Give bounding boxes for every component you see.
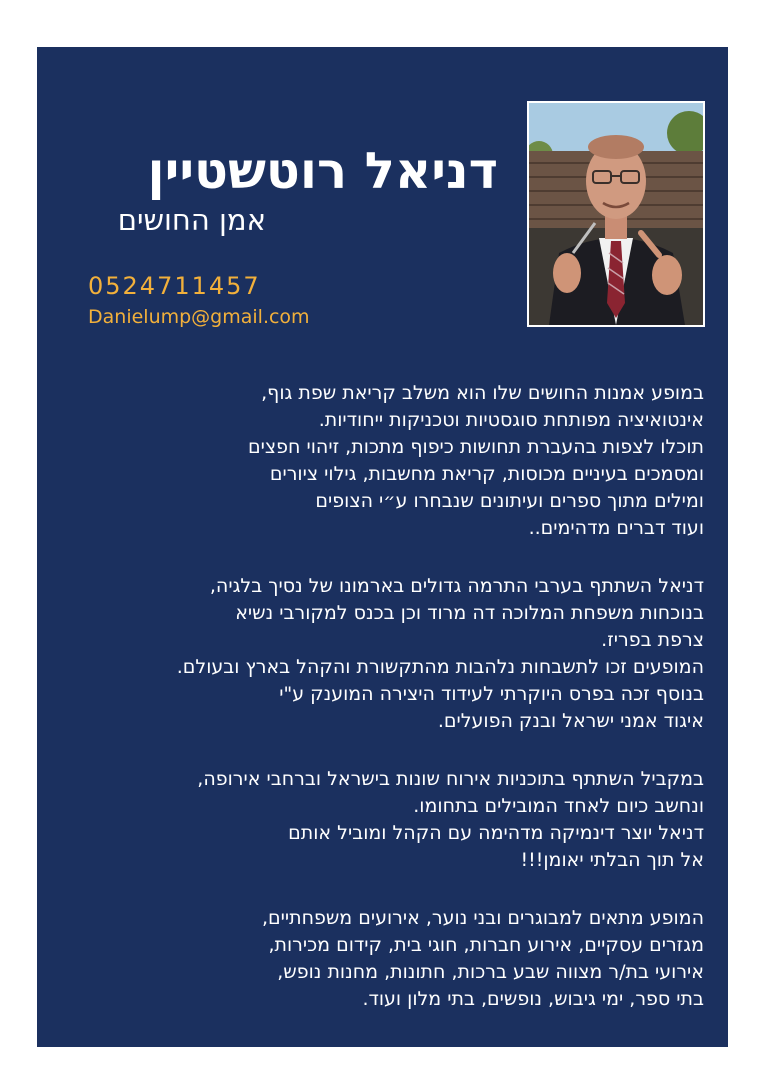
performer-title: אמן החושים: [117, 203, 266, 237]
text-line: המופעים זכו לתשבחות נלהבות מהתקשורת והקהל בארץ ובעולם.: [176, 656, 704, 678]
email-address[interactable]: Danielump@gmail.com: [88, 306, 310, 328]
text-line: ועוד דברים מדהימים..: [528, 517, 704, 539]
portrait-photo: [527, 101, 705, 327]
paragraph-intro: [54, 380, 704, 542]
text-line: ומסמכים בעיניים מכוסות, קריאת מחשבות, גילוי ציורים: [269, 463, 704, 485]
text-line: אירועי בת/ר מצווה שבע ברכות, חתונות, מחנות נופש,: [277, 961, 704, 983]
text-line: אל תוך הבלתי יאומן!!!: [520, 849, 704, 871]
text-line: בנוכחות משפחת המלוכה דה מרוד וכן בכנס למקורבי נשיא: [235, 602, 704, 624]
text-line: מגזרים עסקיים, אירוע חברות, חוגי בית, קידום מכירות,: [268, 934, 704, 956]
performer-name: דניאל רוטשטיין: [147, 142, 498, 200]
description-text: [54, 380, 704, 1044]
phone-number[interactable]: 0524711457: [88, 272, 261, 300]
paragraph-tv: [54, 766, 704, 874]
text-line: המופע מתאים למבוגרים ובני נוער, אירועים משפחתיים,: [261, 907, 704, 929]
text-line: במופע אמנות החושים שלו הוא משלב קריאת שפת גוף,: [261, 382, 704, 404]
text-line: דניאל יוצר דינמיקה מדהימה עם הקהל ומוביל אותם: [288, 822, 704, 844]
text-line: ומילים מתוך ספרים ועיתונים שנבחרו ע״י הצופים: [315, 490, 704, 512]
text-line: תוכלו לצפות בהעברת תחושות כיפוף מתכות, זיהוי חפצים: [248, 436, 704, 458]
text-line: בנוסף זכה בפרס היוקרתי לעידוד היצירה המוענק ע"י: [279, 683, 704, 705]
text-line: במקביל השתתף בתוכניות אירוח שונות בישראל וברחבי אירופה,: [197, 768, 704, 790]
paragraph-audience: [54, 905, 704, 1013]
flyer-background: [37, 47, 728, 1047]
text-line: בתי ספר, ימי גיבוש, נופשים, בתי מלון ועוד.: [362, 988, 704, 1010]
text-line: אינטואיציה מפותחת סוגסטיות וטכניקות ייחודיות.: [318, 409, 704, 431]
text-line: צרפת בפריז.: [601, 629, 704, 651]
text-line: דניאל השתתף בערבי התרמה גדולים בארמונו של נסיך בלגיה,: [209, 575, 704, 597]
text-line: איגוד אמני ישראל ובנק הפועלים.: [437, 710, 704, 732]
paragraph-events: [54, 573, 704, 735]
text-line: ונחשב כיום לאחד המובילים בתחומו.: [413, 795, 704, 817]
